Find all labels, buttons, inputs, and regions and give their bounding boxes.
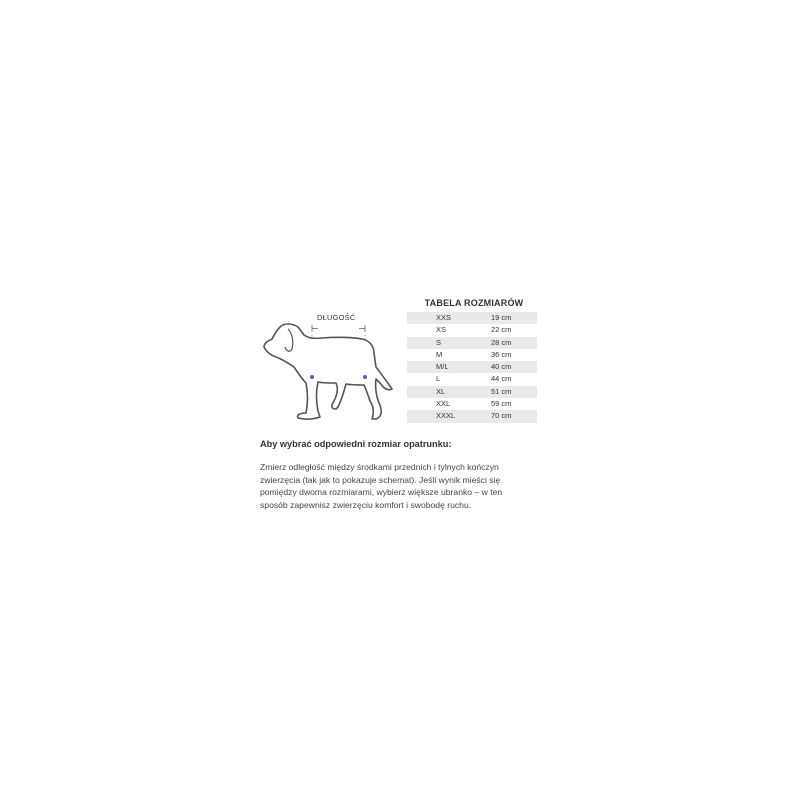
table-row: [407, 349, 537, 361]
dog-outline: [264, 324, 392, 419]
length-cell: 19 cm: [491, 312, 537, 324]
table-row: [407, 324, 537, 336]
length-cell: 44 cm: [491, 373, 537, 385]
length-cell: 22 cm: [491, 324, 537, 336]
length-cell: 59 cm: [491, 398, 537, 410]
length-cell: 40 cm: [491, 361, 537, 373]
size-table: [407, 312, 537, 423]
table-row: [407, 312, 537, 324]
length-cell: 70 cm: [491, 410, 537, 422]
size-cell: XXL: [407, 398, 491, 410]
instructions-line: pomiędzy dwoma rozmiarami, wybierz większe ubranko – w ten: [260, 487, 503, 497]
size-cell: M/L: [407, 361, 491, 373]
instructions-line: Zmierz odległość między środkami przednich i tylnych kończyn: [260, 462, 499, 472]
table-row: [407, 410, 537, 422]
dog-silhouette-icon: [258, 305, 408, 430]
length-cell: 36 cm: [491, 349, 537, 361]
instructions-line: zwierzęcia (tak jak to pokazuje schemat). Jeśli wynik mieści się: [260, 474, 501, 485]
length-cell: 28 cm: [491, 337, 537, 349]
size-cell: XL: [407, 386, 491, 398]
table-row: [407, 373, 537, 385]
length-measure-bracket: [312, 325, 365, 332]
size-cell: XS: [407, 324, 491, 336]
table-row: [407, 386, 537, 398]
table-row: [407, 361, 537, 373]
size-table-title: TABELA ROZMIARÓW: [424, 298, 524, 308]
size-table-section: [407, 298, 537, 423]
instructions-body: [260, 461, 550, 511]
instructions-heading: Aby wybrać odpowiedni rozmiar opatrunku:: [260, 439, 452, 449]
table-row: [407, 337, 537, 349]
size-cell: XXXL: [407, 410, 491, 422]
instructions-line: sposób zapewnisz zwierzęciu komfort i swobodę ruchu.: [260, 499, 472, 510]
size-cell: L: [407, 373, 491, 385]
size-cell: M: [407, 349, 491, 361]
size-cell: S: [407, 337, 491, 349]
table-row: [407, 398, 537, 410]
front-leg-point: [310, 375, 314, 379]
size-cell: XXS: [407, 312, 491, 324]
length-cell: 51 cm: [491, 386, 537, 398]
length-label: DŁUGOŚĆ: [317, 313, 356, 322]
rear-leg-point: [363, 375, 367, 379]
